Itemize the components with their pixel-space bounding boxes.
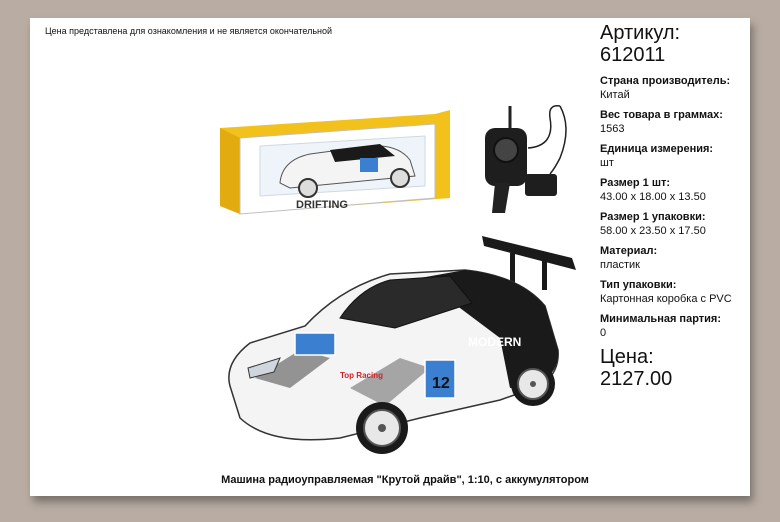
spec-min-order: [600, 312, 750, 340]
spec-value: 58.00 x 23.50 x 17.50: [600, 225, 706, 237]
product-box: [220, 110, 450, 214]
spec-label: Тип упаковки:: [600, 279, 677, 291]
spec-label: Минимальная партия:: [600, 313, 721, 325]
spec-unit: [600, 142, 750, 170]
spec-value: шт: [600, 157, 614, 169]
spec-panel: [600, 22, 750, 390]
spec-value: 43.00 x 18.00 x 13.50: [600, 191, 706, 203]
article-value: 612011: [600, 44, 666, 66]
rc-car: [229, 236, 576, 454]
spec-label: Материал:: [600, 245, 658, 257]
spec-value: Картонная коробка с PVC: [600, 293, 732, 305]
spec-item-size: [600, 176, 750, 204]
spec-label: Вес товара в граммах:: [600, 109, 723, 121]
spec-value: 1563: [600, 123, 625, 135]
car-brand-text: MODERN: [468, 335, 522, 349]
price-label: Цена:: [600, 346, 654, 368]
price-value: 2127.00: [600, 368, 673, 390]
product-photo: [210, 88, 590, 458]
spec-country: [600, 74, 750, 102]
spec-value: 0: [600, 327, 607, 339]
car-number: 12: [432, 375, 450, 392]
spec-value: Китай: [600, 89, 630, 101]
spec-label: Размер 1 шт:: [600, 177, 671, 189]
spec-label: Единица измерения:: [600, 143, 714, 155]
spec-value: пластик: [600, 259, 640, 271]
spec-material: [600, 244, 750, 272]
box-print-text: DRIFTING: [296, 199, 348, 211]
product-title: Машина радиоуправляемая "Крутой драйв", 1:10, с аккумулятором: [221, 474, 589, 486]
spec-package-type: [600, 278, 750, 306]
battery-charger: [525, 106, 566, 196]
spec-weight: [600, 108, 750, 136]
spec-label: Размер 1 упаковки:: [600, 211, 706, 223]
car-sponsor-text: Top Racing: [340, 371, 383, 380]
remote-control: [485, 106, 560, 213]
spec-package-size: [600, 210, 750, 238]
product-sheet: [30, 18, 750, 496]
article-label: Артикул:: [600, 22, 681, 44]
spec-label: Страна производитель:: [600, 75, 731, 87]
price-disclaimer: Цена представлена для ознакомления и не является окончательной: [45, 26, 333, 36]
